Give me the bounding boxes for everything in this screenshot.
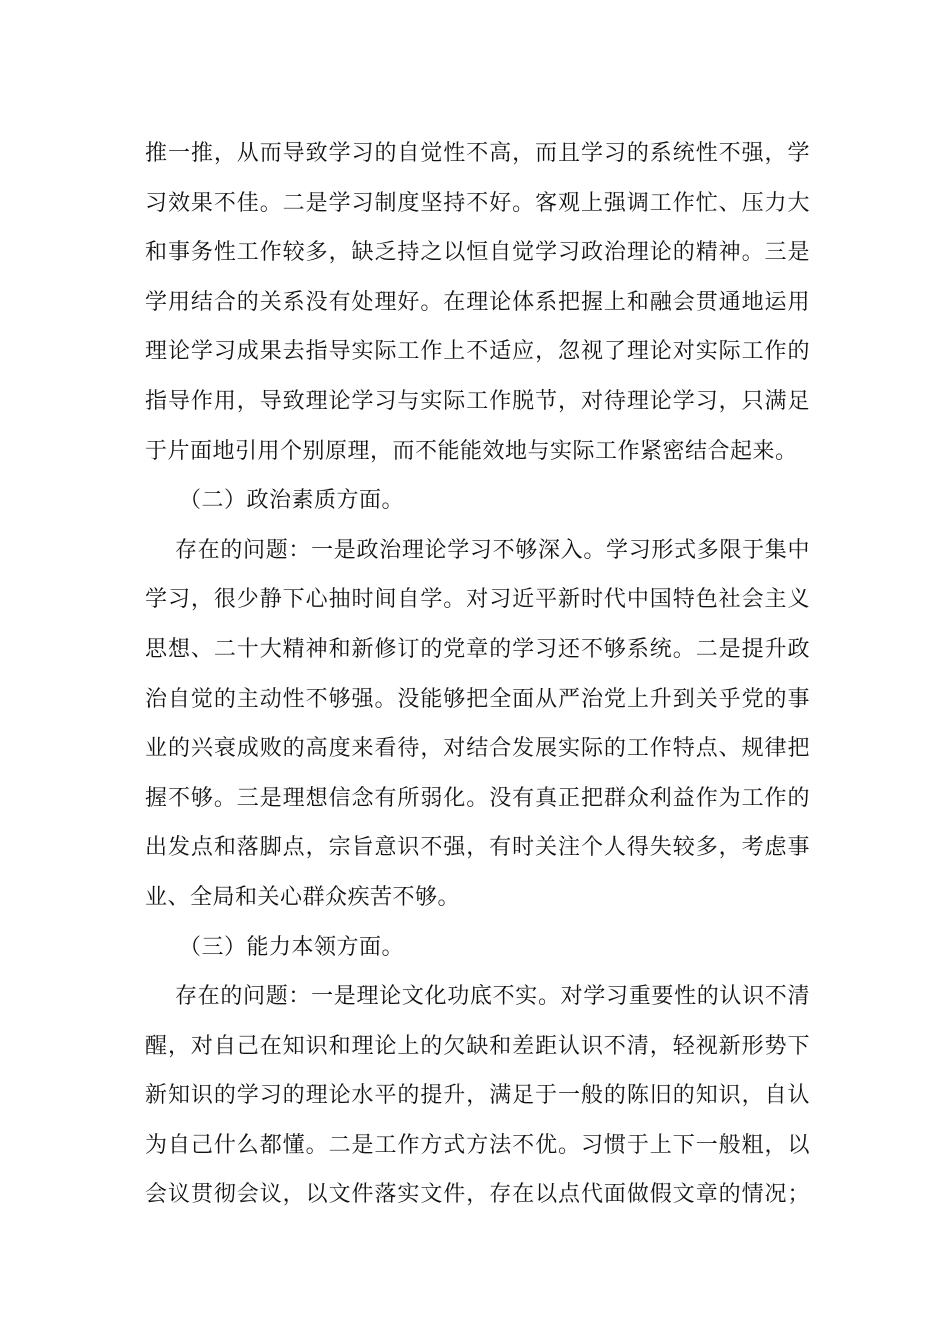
- section-heading: （二）政治素质方面。: [179, 488, 405, 514]
- text-line: 业的兴衰成败的高度来看待，对结合发展实际的工作特点、规律把: [145, 736, 810, 762]
- text-line: 推一推，从而导致学习的自觉性不高，而且学习的系统性不强，学: [145, 141, 810, 166]
- text-line: 学用结合的关系没有处理好。在理论体系把握上和融会贯通地运用: [145, 289, 810, 315]
- text-line: 会议贯彻会议，以文件落实文件，存在以点代面做假文章的情况；: [145, 1182, 810, 1208]
- text-line: 治自觉的主动性不够强。没能够把全面从严治党上升到关乎党的事: [145, 686, 810, 712]
- paragraph-last-line: 于片面地引用个别原理，而不能能效地与实际工作紧密结合起来。: [145, 438, 798, 464]
- text-line: 和事务性工作较多，缺乏持之以恒自觉学习政治理论的精神。三是: [145, 240, 810, 266]
- text-line: 握不够。三是理想信念有所弱化。没有真正把群众利益作为工作的: [145, 785, 810, 811]
- text-line: 出发点和落脚点，宗旨意识不强，有时关注个人得失较多，考虑事: [145, 835, 810, 861]
- text-line: 学习，很少静下心抽时间自学。对习近平新时代中国特色社会主义: [145, 587, 810, 613]
- text-line: 思想、二十大精神和新修订的党章的学习还不够系统。二是提升政: [145, 636, 810, 662]
- section-heading: （三）能力本领方面。: [179, 934, 405, 960]
- text-line: 新知识的学习的理论水平的提升，满足于一般的陈旧的知识，自认: [145, 1083, 810, 1109]
- document-body: [145, 129, 810, 1220]
- paragraph-last-line: 业、全局和关心群众疾苦不够。: [145, 884, 461, 910]
- paragraph-first-line: 存在的问题：一是政治理论学习不够深入。学习形式多限于集中: [175, 537, 810, 563]
- text-line: 醒，对自己在知识和理论上的欠缺和差距认识不清，轻视新形势下: [145, 1033, 810, 1059]
- text-line: 理论学习成果去指导实际工作上不适应，忽视了理论对实际工作的: [145, 339, 810, 365]
- paragraph-first-line: 存在的问题：一是理论文化功底不实。对学习重要性的认识不清: [175, 984, 810, 1010]
- text-line: 习效果不佳。二是学习制度坚持不好。客观上强调工作忙、压力大: [145, 190, 810, 216]
- text-line: 为自己什么都懂。二是工作方式方法不优。习惯于上下一般粗，以: [145, 1132, 810, 1158]
- text-line: 指导作用，导致理论学习与实际工作脱节，对待理论学习，只满足: [145, 388, 810, 414]
